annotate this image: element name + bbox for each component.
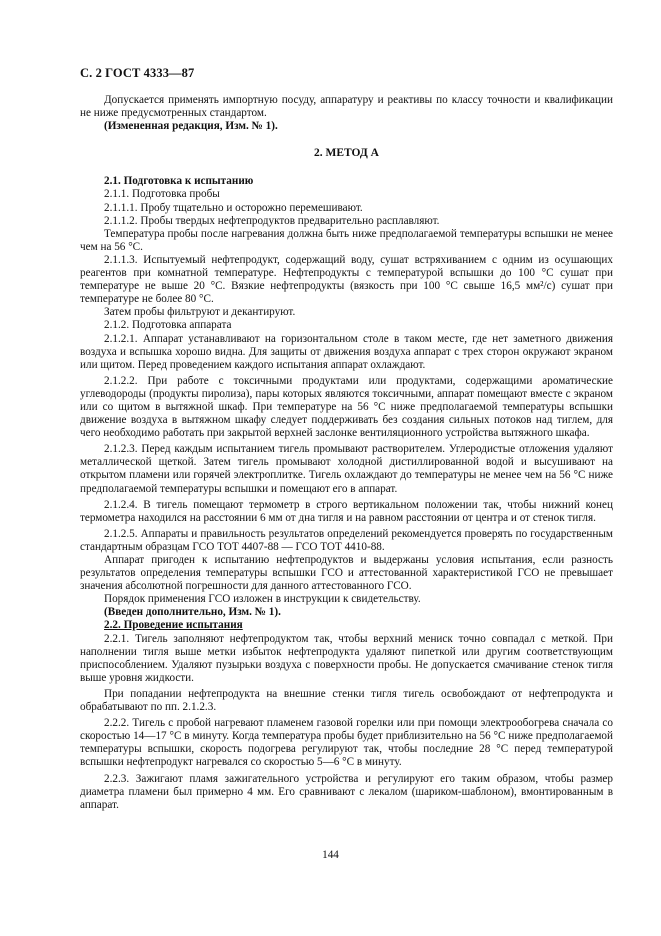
clause-2-1-2-1: 2.1.2.1. Аппарат устанавливают на горизонтальном столе в таком месте, где нет заметного движения воздуха и вспышка хорошо видна. Для защиты от движения воздуха аппарат с трех сторон окружают экраном или щитом. Перед проведением каждого испытания аппарат охлаждают. bbox=[80, 332, 613, 371]
clause-2-1-1: 2.1.1. Подготовка пробы bbox=[104, 188, 220, 201]
clause-2-2-2: 2.2.2. Тигель с пробой нагревают пламенем газовой горелки или при помощи электрообогрева сначала со скоростью 14—17 °С в минуту. Когда температура пробы будет приблизительно на 56 °С ниже предполагаемой температуры вспышки, скорость подогрева регулируют так, чтобы последние 28 °С перед температурой вспышки нефтепродукт нагревался со скоростью 5—6 °С в минуту. bbox=[80, 717, 613, 769]
clause-2-1-1-3: 2.1.1.3. Испытуемый нефтепродукт, содержащий воду, сушат встряхиванием с одним из осушающих реагентов при комнатной температуре. Нефтепродукты с температурой вспышки до 100 °С сушат при температуре не выше 20 °С. Вязкие нефтепродукты (вязкость при 100 °С свыше 16,5 мм²/с) сушат при температуре не более 80 °С. bbox=[80, 253, 613, 306]
clause-2-1-2-3: 2.1.2.3. Перед каждым испытанием тигель промывают растворителем. Углеродистые отложения удаляют металлической щеткой. Затем тигель промывают холодной дистиллированной водой и высушивают на открытом пламени или горячей электроплитке. Тигель охлаждают до температуры не менее чем на 56 °С ниже предполагаемой температуры вспышки и помещают его в аппарат. bbox=[80, 443, 613, 495]
clause-2-1-2-5: 2.1.2.5. Аппараты и правильность результатов определений рекомендуется проверять по государственным стандартным образцам ГСО ТОТ 4407-88 — ГСО ТОТ 4410-88. bbox=[80, 527, 613, 553]
amendment-note: (Измененная редакция, Изм. № 1). bbox=[104, 120, 278, 133]
page-header: С. 2 ГОСТ 4333—87 bbox=[80, 66, 195, 80]
paragraph-imports: Допускается применять импортную посуду, аппаратуру и реактивы по классу точности и квалификации не ниже предусмотренных стандартом. bbox=[80, 94, 613, 120]
clause-2-1-1-2: 2.1.1.2. Пробы твердых нефтепродуктов предварительно расплавляют. bbox=[104, 214, 440, 227]
paragraph-apparatus-suitability: Аппарат пригоден к испытанию нефтепродуктов и выдержаны условия испытания, если разность результатов определения температуры вспышки ГСО и аттестованной характеристикой ГСО не превышает значения абсолютной погрешности для данного аттестованного ГСО. bbox=[80, 554, 613, 593]
clause-2-1-2: 2.1.2. Подготовка аппарата bbox=[104, 319, 232, 332]
clause-2-2-3: 2.2.3. Зажигают пламя зажигательного устройства и регулируют его таким образом, чтобы размер диаметра пламени был примерно 4 мм. Его сравнивают с лекалом (шариком-шаблоном), вмонтированным в аппарат. bbox=[80, 772, 613, 811]
document-body bbox=[80, 94, 613, 812]
subsection-heading-preparation: 2.1. Подготовка к испытанию bbox=[104, 175, 254, 188]
paragraph-gso-procedure: Порядок применения ГСО изложен в инструкции к свидетельству. bbox=[104, 593, 421, 606]
paragraph-sample-temperature: Температура пробы после нагревания должна быть ниже предполагаемой температуры вспышки не менее чем на 56 °С. bbox=[80, 227, 613, 253]
clause-2-1-2-4: 2.1.2.4. В тигель помещают термометр в строго вертикальном положении так, чтобы нижний конец термометра находился на расстоянии 6 мм от дна тигля и на равном расстоянии от центра и от стенок тигля. bbox=[80, 498, 613, 524]
paragraph-outer-walls: При попадании нефтепродукта на внешние стенки тигля тигель освобождают от нефтепродукта и обрабатывают по пп. 2.1.2.3. bbox=[80, 687, 613, 714]
clause-2-1-1-1: 2.1.1.1. Пробу тщательно и осторожно перемешивают. bbox=[104, 201, 363, 214]
subsection-heading-testing bbox=[80, 619, 613, 632]
clause-2-2-1: 2.2.1. Тигель заполняют нефтепродуктом так, чтобы верхний мениск точно совпадал с меткой. При наполнении тигля выше метки избыток нефтепродукта удаляют пипеткой или другим соответствующим приспособлением. Удаляют пузырьки воздуха с поверхности пробы. Не допускается смачивание стенок тигля выше уровня жидкости. bbox=[80, 632, 613, 684]
addition-note: (Введен дополнительно, Изм. № 1). bbox=[104, 606, 281, 619]
section-title-method-a: 2. МЕТОД А bbox=[313, 147, 379, 160]
paragraph-filtering: Затем пробы фильтруют и декантируют. bbox=[104, 306, 296, 319]
subsection-heading-testing-text: 2.2. Проведение испытания bbox=[104, 619, 243, 632]
page-number: 144 bbox=[322, 849, 339, 861]
clause-2-1-2-2: 2.1.2.2. При работе с токсичными продуктами или продуктами, содержащими ароматические углеводороды (продукты пиролиза), пары которых являются токсичными, аппарат помещают вместе с экраном или со щитом в вытяжной шкаф. При температуре на 56 °С ниже предполагаемой температуры вспышки движение воздуха в вытяжном шкафу следует поддерживать без создания сильных потоков над тиглем, для чего необходимо работать при закрытой верхней заслонке вентиляционного устройства вытяжного шкафа. bbox=[80, 374, 613, 440]
